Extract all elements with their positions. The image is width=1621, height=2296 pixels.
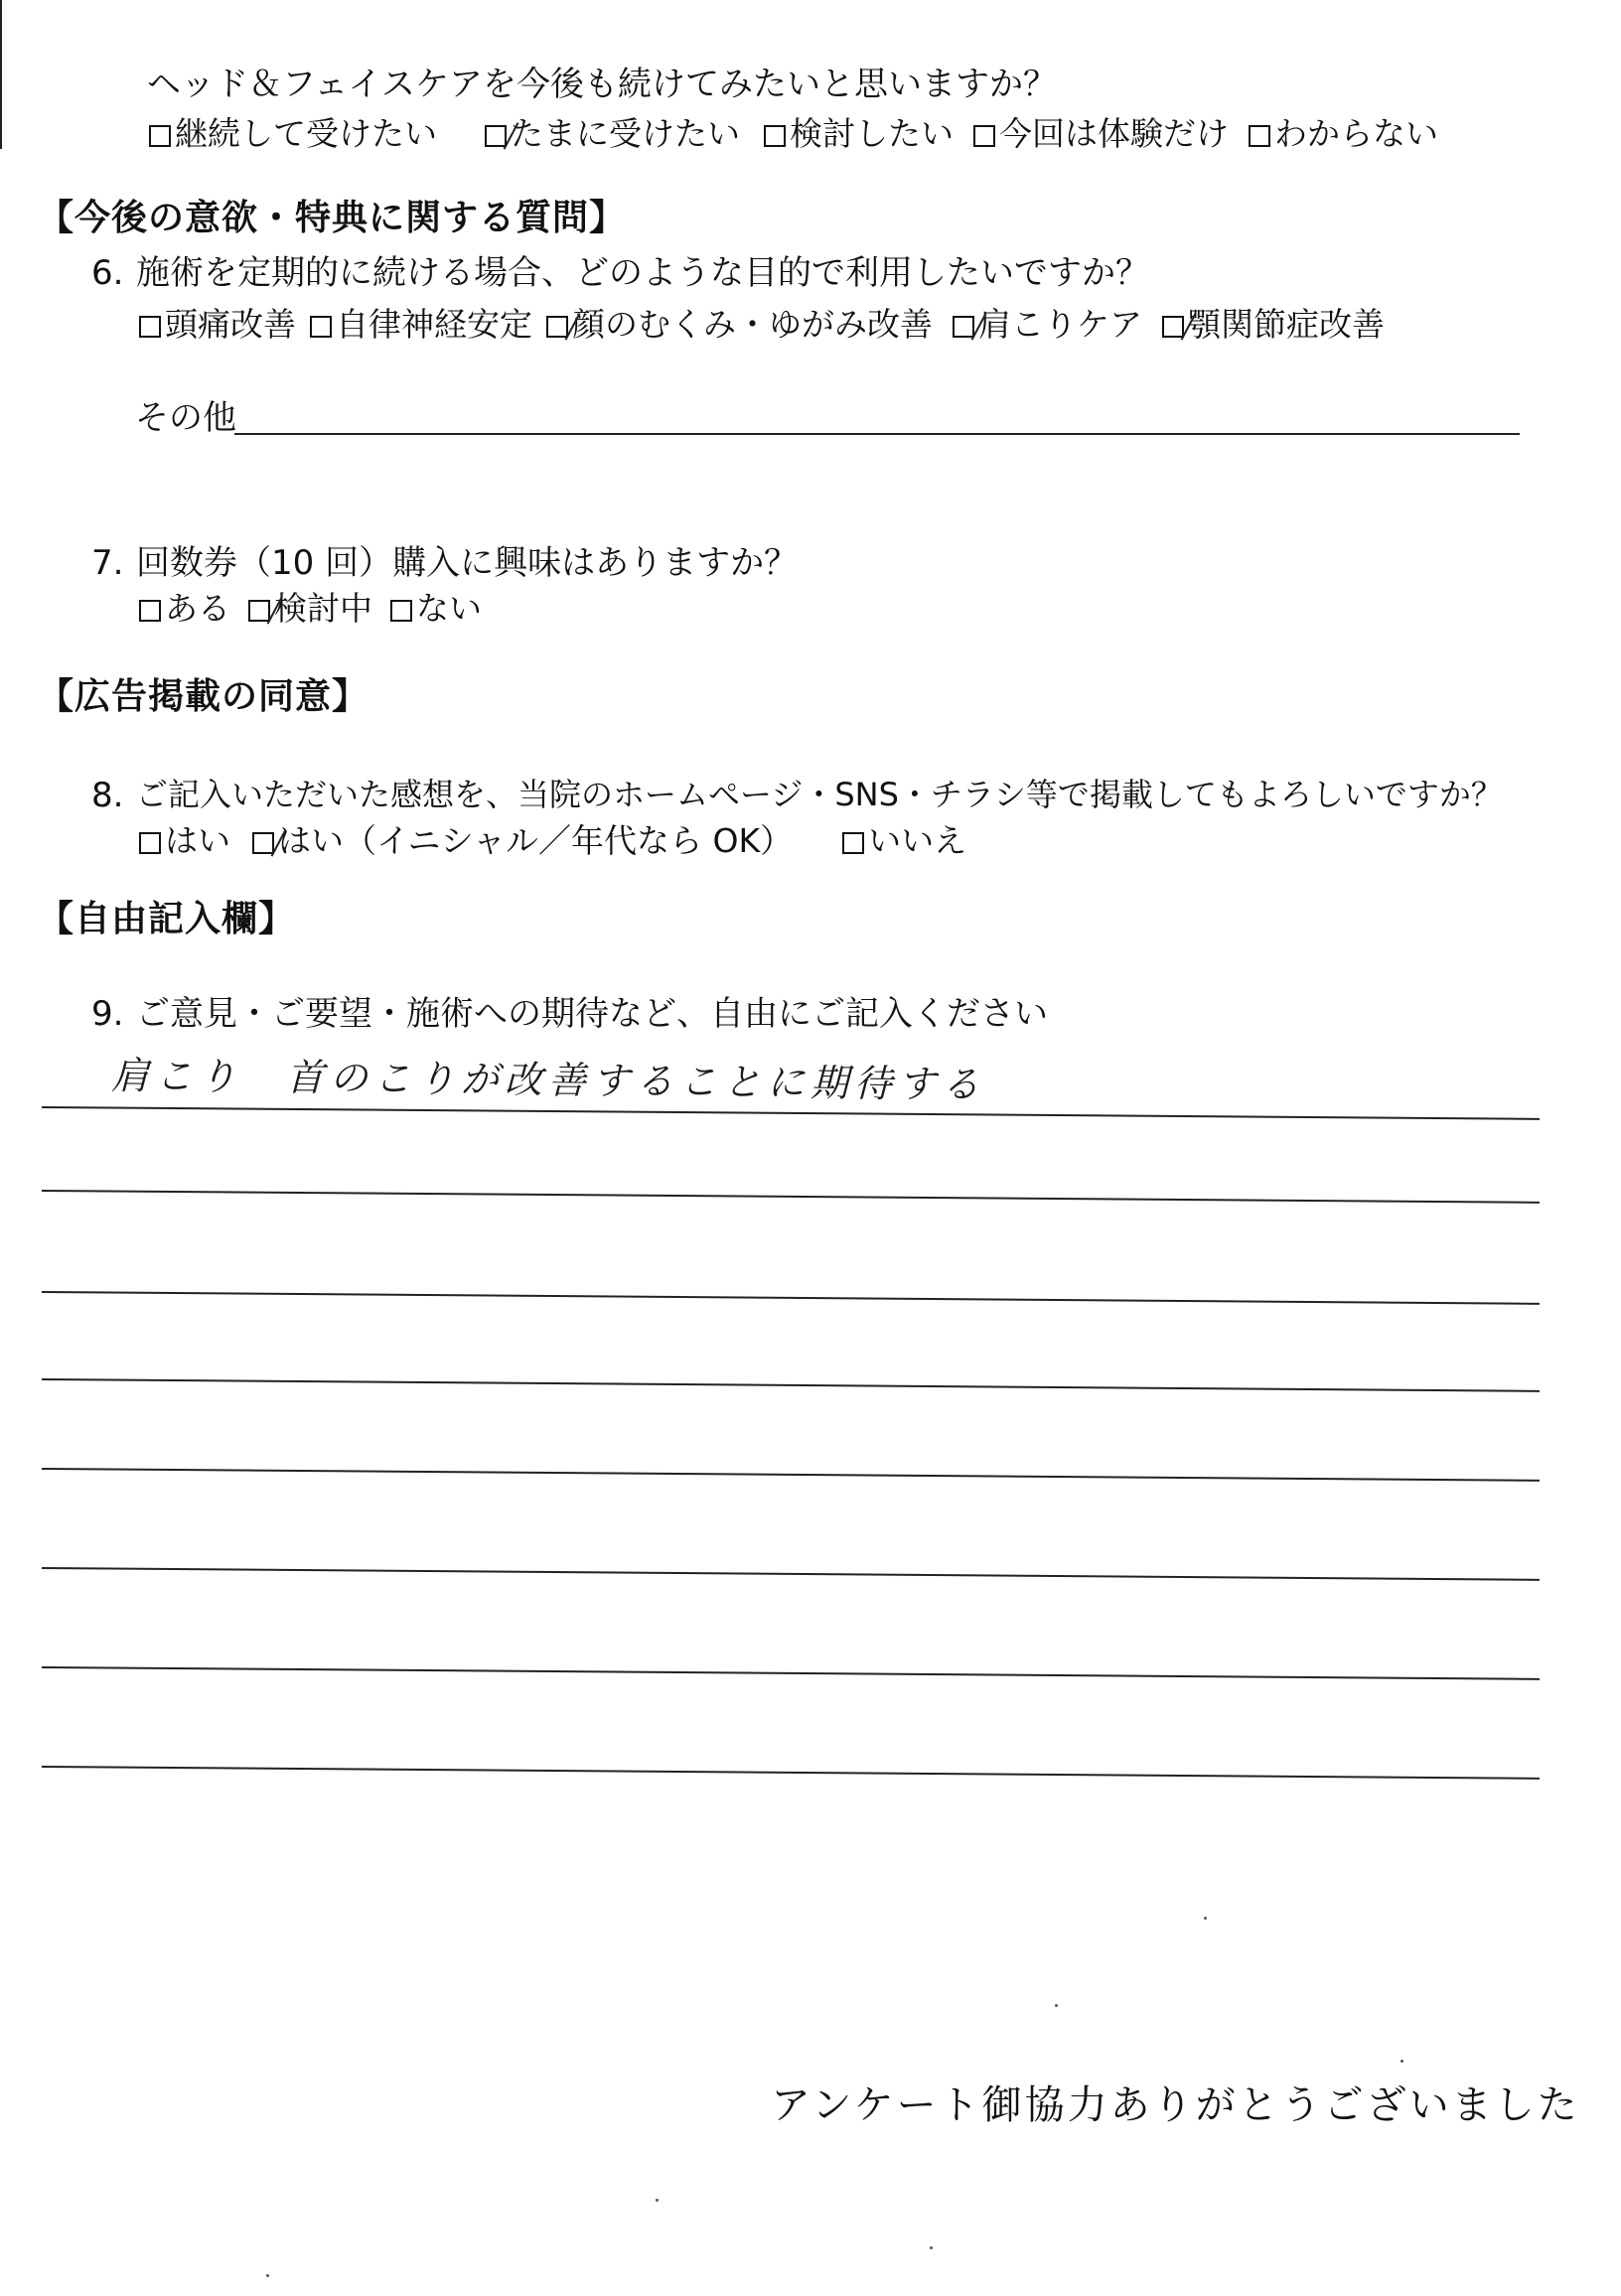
checkbox[interactable] [390, 600, 412, 622]
option-label: ない [416, 589, 482, 628]
checkbox[interactable] [139, 600, 161, 622]
scan-speck [1204, 1917, 1207, 1920]
q6-other-label: その他 [135, 398, 236, 438]
scan-speck [930, 2246, 933, 2249]
q7-question: 回数券（10 回）購入に興味はありますか？ [136, 543, 799, 583]
answer-line-8[interactable] [42, 1766, 1540, 1780]
q6-other-input-line[interactable] [234, 433, 1520, 435]
q-continue-option[interactable] [1249, 114, 1438, 153]
scan-speck [1055, 2004, 1058, 2007]
q8-number: 8. [91, 776, 124, 815]
q6-question: 施術を定期的に続ける場合、どのような目的で利用したいですか？ [136, 253, 1149, 293]
section-heading-motivation: 【今後の意欲・特典に関する質問】 [38, 198, 627, 238]
option-label: たまに受けたい [511, 114, 740, 153]
q7-option[interactable] [248, 589, 372, 628]
answer-line-1[interactable] [42, 1106, 1540, 1120]
option-label: 顎関節症改善 [1188, 305, 1385, 344]
checkbox[interactable] [139, 832, 161, 854]
checkbox-checked[interactable] [252, 832, 274, 854]
answer-line-6[interactable] [42, 1567, 1540, 1581]
q9-question: ご意見・ご要望・施術への期待など、自由にご記入ください [136, 994, 1048, 1034]
section-heading-free: 【自由記入欄】 [38, 899, 296, 939]
checkbox-checked[interactable] [248, 600, 270, 622]
checkbox-checked[interactable] [546, 316, 568, 338]
q6-options [139, 305, 1385, 344]
checkbox-checked[interactable] [485, 125, 507, 147]
q6-option[interactable] [953, 305, 1142, 344]
q7-options [139, 589, 482, 628]
checkbox[interactable] [842, 832, 864, 854]
q6-option[interactable] [139, 305, 296, 344]
checkbox[interactable] [139, 316, 161, 338]
closing-message: アンケート御協力ありがとうございました [771, 2082, 1580, 2128]
q8-options [139, 821, 967, 860]
q6-option[interactable] [1162, 305, 1385, 344]
q8-option[interactable] [842, 821, 967, 860]
option-label: 頭痛改善 [165, 305, 296, 344]
option-label: はい [165, 821, 230, 860]
scan-speck [656, 2199, 659, 2202]
checkbox[interactable] [764, 125, 786, 147]
q9-handwritten-answer: 肩こり 首のこりが改善することに期待する [110, 1054, 986, 1107]
scan-edge [0, 0, 2, 149]
q8-option[interactable] [139, 821, 230, 860]
option-label: 顔のむくみ・ゆがみ改善 [572, 305, 933, 344]
section-heading-ad: 【広告掲載の同意】 [38, 676, 369, 717]
checkbox-checked[interactable] [1162, 316, 1184, 338]
q6-option[interactable] [310, 305, 532, 344]
answer-line-4[interactable] [42, 1378, 1540, 1392]
option-label: 今回は体験だけ [999, 114, 1229, 153]
checkbox[interactable] [149, 125, 171, 147]
q7-option[interactable] [139, 589, 230, 628]
q7-option[interactable] [390, 589, 482, 628]
q-continue-option[interactable] [149, 114, 437, 153]
options-continue [149, 114, 1438, 153]
option-label: 継続して受けたい [175, 114, 437, 153]
answer-line-7[interactable] [42, 1666, 1540, 1680]
checkbox[interactable] [310, 316, 332, 338]
option-label: 検討中 [274, 589, 372, 628]
q-continue-option[interactable] [764, 114, 954, 153]
q-continue-option[interactable] [973, 114, 1229, 153]
checkbox[interactable] [973, 125, 995, 147]
question-continue: ヘッド＆フェイスケアを今後も続けてみたいと思いますか？ [147, 65, 1057, 104]
q6-option[interactable] [546, 305, 933, 344]
scan-speck [266, 2274, 269, 2277]
option-label: いいえ [868, 821, 967, 860]
answer-line-3[interactable] [42, 1291, 1540, 1305]
option-label: 検討したい [790, 114, 954, 153]
checkbox[interactable] [1249, 125, 1270, 147]
q7-number: 7. [91, 543, 124, 583]
answer-line-2[interactable] [42, 1190, 1540, 1204]
q8-option[interactable] [252, 821, 794, 860]
checkbox-checked[interactable] [953, 316, 974, 338]
q6-number: 6. [91, 253, 124, 293]
option-label: わからない [1274, 114, 1438, 153]
answer-line-5[interactable] [42, 1468, 1540, 1482]
option-label: ある [165, 589, 230, 628]
option-label: はい（イニシャル／年代なら OK） [278, 821, 794, 860]
q8-question: ご記入いただいた感想を、当院のホームページ・SNS・チラシ等で掲載してもよろしいですか？ [136, 776, 1503, 813]
option-label: 自律神経安定 [336, 305, 532, 344]
q9-number: 9. [91, 994, 124, 1034]
option-label: 肩こりケア [978, 305, 1142, 344]
q-continue-option[interactable] [485, 114, 740, 153]
scan-speck [1400, 2060, 1403, 2063]
